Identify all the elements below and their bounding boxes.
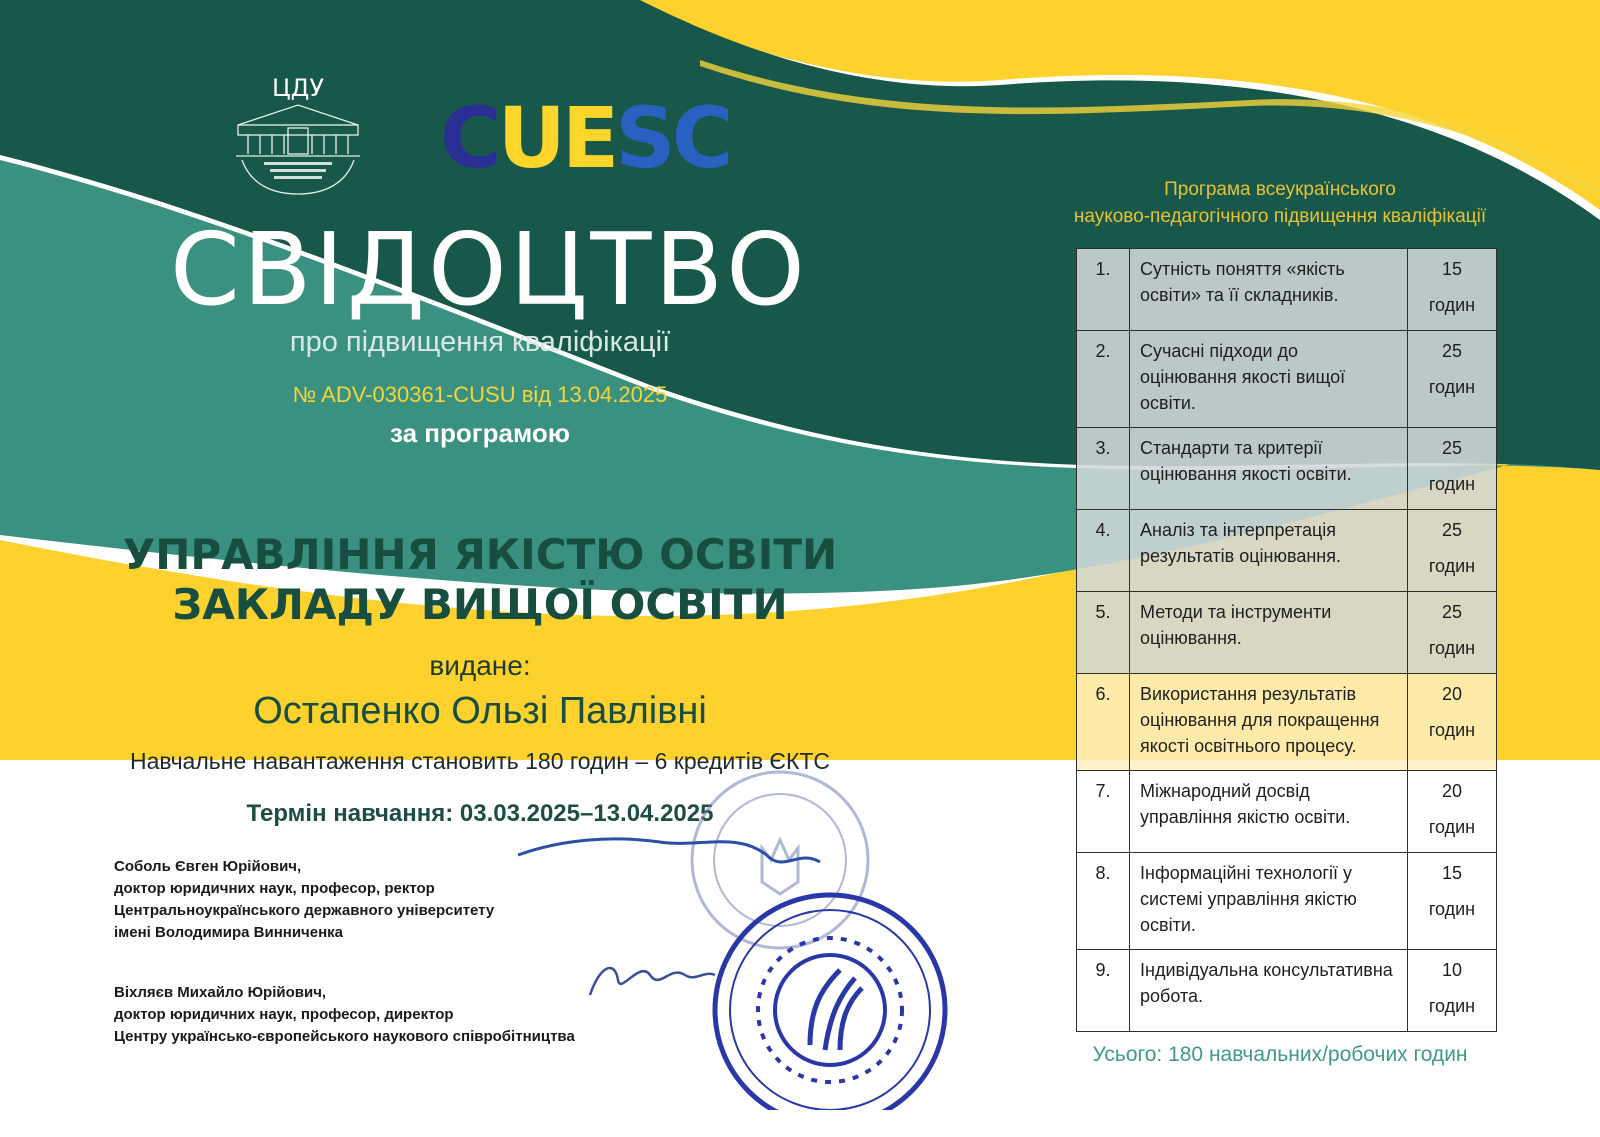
table-row (1077, 771, 1497, 853)
module-number: 3. (1077, 428, 1130, 510)
module-hours: 15 годин (1408, 249, 1497, 331)
module-hours: 20 годин (1408, 674, 1497, 771)
module-title: Міжнародний досвід управління якістю освіти. (1130, 771, 1408, 853)
course-title-line1: УПРАВЛІННЯ ЯКІСТЮ ОСВІТИ (122, 530, 838, 579)
table-row (1077, 853, 1497, 950)
signer-org: Центральноукраїнського державного університету (114, 902, 495, 919)
module-hours: 25 годин (1408, 331, 1497, 428)
total-hours: Усього: 180 навчальних/робочих годин (1092, 1043, 1468, 1066)
signer-name: Соболь Євген Юрійович, (114, 858, 302, 875)
certificate-number: № ADV-030361-CUSU від 13.04.2025 (292, 382, 668, 407)
module-title: Стандарти та критерії оцінювання якості освіти. (1130, 428, 1408, 510)
module-hours: 20 годин (1408, 771, 1497, 853)
center-stamp-icon (715, 895, 945, 1110)
course-title-line2: ЗАКЛАДУ ВИЩОЇ ОСВІТИ (172, 580, 788, 629)
module-title: Аналіз та інтерпретація результатів оцінювання. (1130, 510, 1408, 592)
issued-label: видане: (429, 650, 531, 681)
signer-degree: доктор юридичних наук, професор, ректор (114, 880, 435, 897)
module-title: Методи та інструменти оцінювання. (1130, 592, 1408, 674)
table-row (1077, 249, 1497, 331)
program-heading-line2: науково-педагогічного підвищення кваліфікації (1073, 206, 1487, 227)
university-stamp-icon (692, 772, 868, 948)
program-intro: за програмою (390, 418, 570, 448)
signer-name: Віхляєв Михайло Юрійович, (114, 984, 327, 1001)
signer-org: Центру українсько-європейського наукового співробітництва (114, 1028, 575, 1045)
table-row (1077, 674, 1497, 771)
modules-table (1076, 248, 1497, 1032)
signer-rector (114, 856, 494, 944)
module-title: Індивідуальна консультативна робота. (1130, 950, 1408, 1032)
module-title: Використання результатів оцінювання для покращення якості освітнього процесу. (1130, 674, 1408, 771)
director-signature-icon (590, 968, 715, 995)
module-number: 7. (1077, 771, 1130, 853)
table-row (1077, 950, 1497, 1032)
study-term: Термін навчання: 03.03.2025–13.04.2025 (246, 800, 714, 827)
module-title: Сучасні підходи до оцінювання якості вищої освіти. (1130, 331, 1408, 428)
workload-text: Навчальне навантаження становить 180 годин – 6 кредитів ЄКТС (129, 748, 831, 774)
module-number: 1. (1077, 249, 1130, 331)
recipient-name: Остапенко Ользі Павлівні (253, 690, 707, 732)
document-title: СВІДОЦТВО (170, 211, 808, 328)
table-row (1077, 428, 1497, 510)
table-row (1077, 510, 1497, 592)
table-row (1077, 331, 1497, 428)
module-hours: 25 годин (1408, 592, 1497, 674)
module-title: Сутність поняття «якість освіти» та її складників. (1130, 249, 1408, 331)
module-number: 2. (1077, 331, 1130, 428)
module-number: 8. (1077, 853, 1130, 950)
module-hours: 10 годин (1408, 950, 1497, 1032)
module-number: 5. (1077, 592, 1130, 674)
document-subtitle: про підвищення кваліфікації (289, 326, 671, 358)
module-number: 4. (1077, 510, 1130, 592)
cdu-logo-text: ЦДУ (271, 74, 325, 102)
module-title: Інформаційні технології у системі управління якістю освіти. (1130, 853, 1408, 950)
module-number: 9. (1077, 950, 1130, 1032)
signer-org-cont: імені Володимира Винниченка (114, 924, 344, 941)
module-number: 6. (1077, 674, 1130, 771)
module-hours: 25 годин (1408, 510, 1497, 592)
course-title (70, 530, 890, 630)
university-logo (228, 70, 368, 200)
program-heading (1060, 176, 1500, 230)
module-hours: 25 годин (1408, 428, 1497, 510)
stamps-and-signatures (500, 770, 1000, 1110)
cuesc-logo: CUESC (440, 89, 730, 187)
program-heading-line1: Програма всеукраїнського (1164, 179, 1396, 200)
table-row (1077, 592, 1497, 674)
signer-degree: доктор юридичних наук, професор, директор (114, 1006, 454, 1023)
signer-director (114, 982, 575, 1048)
module-hours: 15 годин (1408, 853, 1497, 950)
